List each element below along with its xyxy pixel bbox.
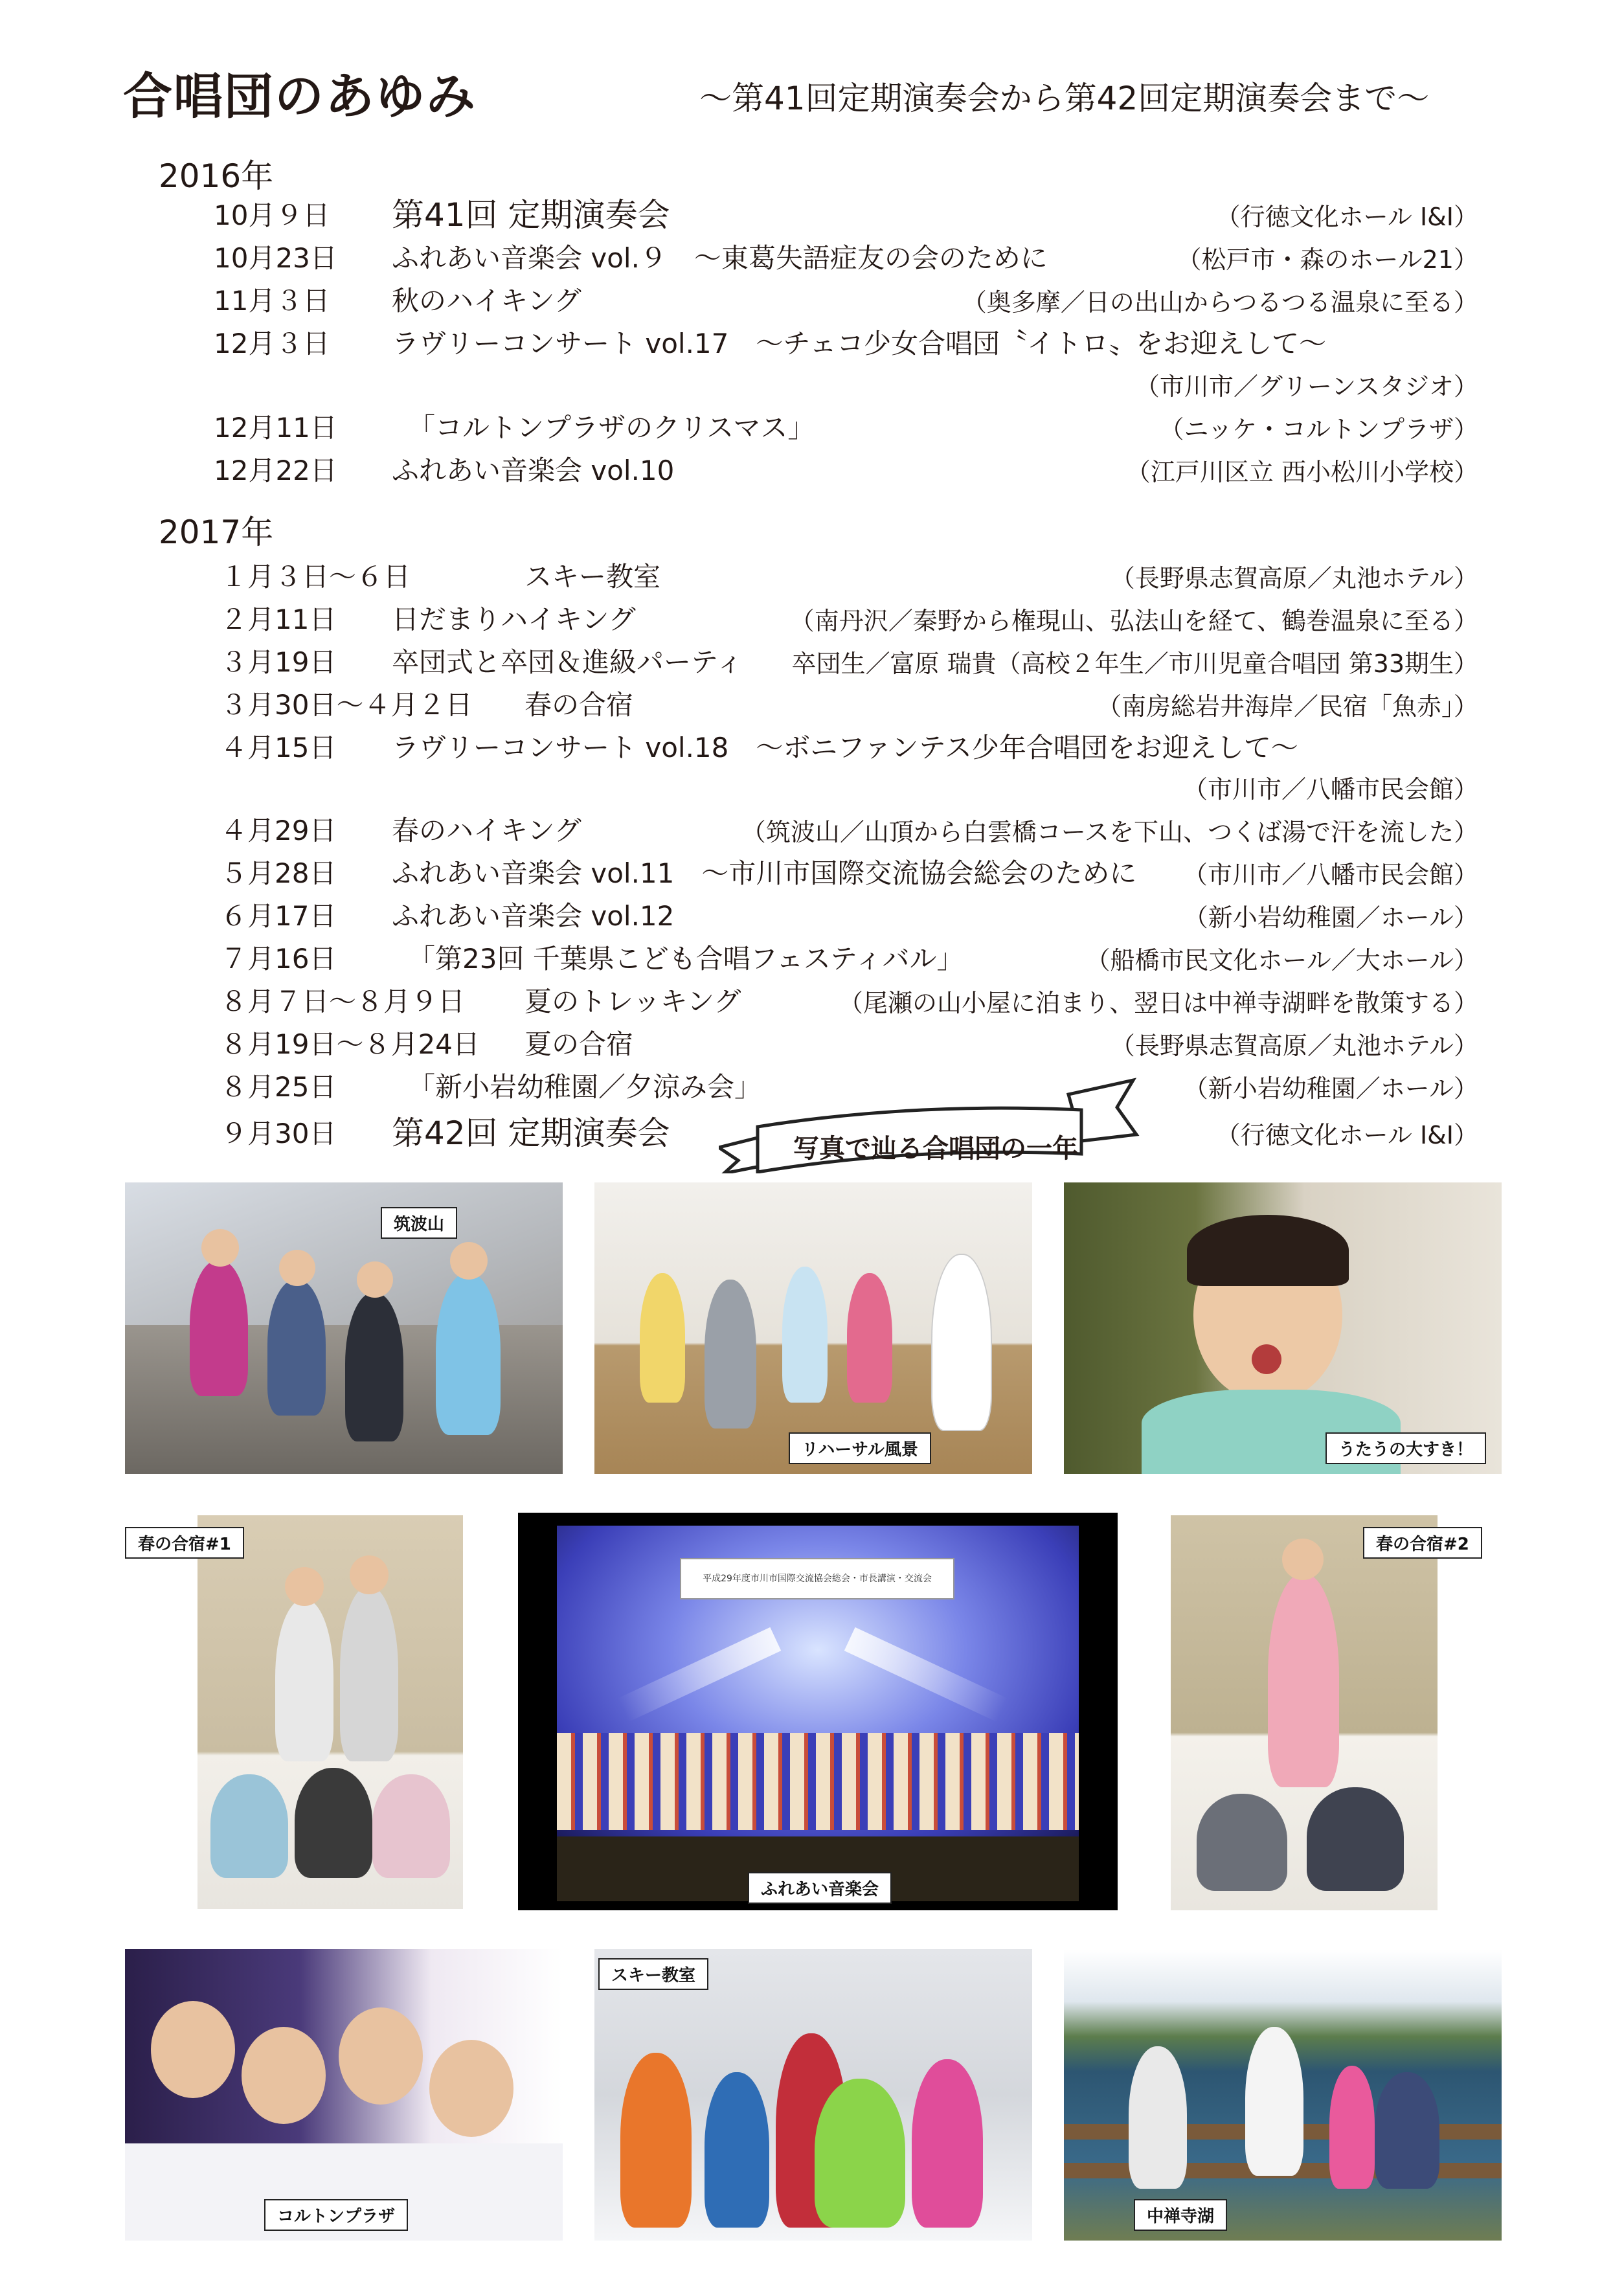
timeline-row [0,322,1624,361]
photo-concert-stage [518,1513,1118,1910]
timeline-row [0,598,1624,637]
photo-caption: 筑波山 [381,1207,457,1239]
photo-caption: 春の合宿#2 [1363,1527,1482,1559]
timeline-row-continuation [0,767,1624,803]
event-date: 12月22日 [214,455,337,486]
photo-caption: ふれあい音楽会 [748,1872,892,1904]
timeline-row [0,1023,1624,1062]
photo-caption: 中禅寺湖 [1134,2199,1227,2231]
event-title: スキー教室 [524,561,661,593]
timeline-row [0,194,1624,233]
event-venue: （行徳文化ホール I&I） [1215,203,1478,231]
event-venue: （長野県志賀高原／丸池ホテル） [1110,1032,1478,1060]
page-title: 合唱団のあゆみ [123,67,477,125]
event-date: ４月29日 [220,815,337,846]
event-title: ラヴリーコンサート vol.18 ～ボニファンテス少年合唱団をお迎えして～ [392,732,1298,763]
event-title: ふれあい音楽会 vol.12 [392,900,675,932]
event-venue: （江戸川区立 西小松川小学校） [1125,458,1478,486]
event-venue: （長野県志賀高原／丸池ホテル） [1110,564,1478,593]
event-date: ８月７日～８月９日 [220,986,466,1017]
event-title: 夏の合宿 [524,1028,634,1060]
event-title: 卒団式と卒団＆進級パーティ [392,646,743,678]
photo-spring-camp-2 [1171,1515,1438,1910]
photo-tsukuba [125,1182,563,1474]
timeline-row [0,852,1624,891]
event-title: 春のハイキング [392,815,581,846]
timeline-row [0,449,1624,488]
event-venue: （尾瀬の山小屋に泊まり、翌日は中禅寺湖畔を散策する） [838,989,1478,1017]
event-title: 第41回 定期演奏会 [392,196,670,234]
event-date: ８月25日 [220,1071,337,1103]
year-heading: 2016年 [159,157,274,195]
event-date: ７月16日 [220,943,337,975]
event-title: ふれあい音楽会 vol.11 ～市川市国際交流協会総会のために [392,857,1137,889]
photo-caption: リハーサル風景 [789,1432,931,1464]
event-date: 11月３日 [214,285,330,317]
photo-lake-chuzenji [1064,1949,1502,2241]
photo-caption: 春の合宿#1 [125,1527,244,1559]
event-venue: （筑波山／山頂から白雲橋コースを下山、つくば湯で汗を流した） [741,818,1478,846]
banner-text: 写真で辿る合唱団の一年 [793,1134,1078,1164]
event-date: ９月30日 [220,1118,337,1149]
event-venue: （新小岩幼稚園／ホール） [1183,903,1478,932]
event-venue: （市川市／八幡市民会館） [1182,775,1478,804]
timeline-row [0,237,1624,276]
timeline-row [0,641,1624,680]
event-title: 「コルトンプラザのクリスマス」 [408,412,815,444]
event-date: ３月30日～４月２日 [220,689,473,721]
photo-caption-wrap [1363,1527,1531,1555]
timeline-row [0,809,1624,848]
photo-caption: スキー教室 [598,1958,708,1990]
event-title: 日だまりハイキング [392,604,636,635]
timeline-row [0,727,1624,765]
event-date: ４月15日 [220,732,337,763]
event-venue: （南丹沢／秦野から権現山、弘法山を経て、鶴巻温泉に至る） [789,607,1478,635]
stage-sign: 平成29年度市川市国際交流協会総会・市長講演・交流会 [680,1558,954,1599]
event-date: ３月19日 [220,646,337,678]
event-date: ５月28日 [220,857,337,889]
event-venue: （市川市／グリーンスタジオ） [1134,372,1478,401]
event-venue: （奥多摩／日の出山からつるつる温泉に至る） [962,288,1478,317]
timeline-row [0,280,1624,319]
event-venue: （松戸市・森のホール21） [1177,245,1478,274]
timeline-row [0,407,1624,446]
event-date: １月３日～６日 [220,561,411,593]
event-title: 「第23回 千葉県こども合唱フェスティバル」 [408,943,964,975]
photo-caption: うたうの大すき！ [1325,1432,1486,1464]
event-title: 秋のハイキング [392,285,581,317]
event-venue: （ニッケ・コルトンプラザ） [1159,415,1478,444]
event-title: 春の合宿 [524,689,634,721]
event-title: ラヴリーコンサート vol.17 ～チェコ少女合唱団〝イトロ〟をお迎えして～ [392,328,1327,359]
photo-caption: コルトンプラザ [264,2199,408,2231]
timeline-row [0,556,1624,594]
event-date: 10月９日 [214,199,330,231]
timeline-row [0,938,1624,977]
event-date: ２月11日 [220,604,337,635]
event-venue: 卒団生／富原 瑞貴（高校２年生／市川児童合唱団 第33期生） [791,649,1478,678]
event-date: ６月17日 [220,900,337,932]
page-subtitle: ～第41回定期演奏会から第42回定期演奏会まで～ [699,80,1430,117]
photo-singing-child [1064,1182,1502,1474]
photo-spring-camp-1 [197,1515,463,1909]
event-title: 第42回 定期演奏会 [392,1114,670,1152]
event-venue: （南房総岩井海岸／民宿「魚赤」） [1096,692,1478,721]
event-title: 「新小岩幼稚園／夕涼み会」 [408,1071,762,1103]
event-venue: （市川市／八幡市民会館） [1182,861,1478,889]
event-date: 12月３日 [214,328,330,359]
event-venue: （新小岩幼稚園／ホール） [1183,1074,1478,1103]
event-date: 10月23日 [214,242,337,274]
photo-colton-plaza [125,1949,563,2241]
year-heading: 2017年 [159,514,274,551]
event-title: ふれあい音楽会 vol.10 [392,455,675,486]
event-date: ８月19日～８月24日 [220,1028,480,1060]
event-date: 12月11日 [214,412,337,444]
event-title: ふれあい音楽会 vol.９ ～東葛失語症友の会のために [392,242,1048,274]
event-venue: （船橋市民文化ホール／大ホール） [1085,946,1478,975]
photo-rehearsal [594,1182,1032,1474]
timeline-row-continuation [0,364,1624,400]
photo-caption-wrap [125,1527,293,1555]
timeline-row [0,895,1624,934]
photo-ski-school [594,1949,1032,2241]
timeline-row [0,684,1624,723]
event-title: 夏のトレッキング [524,986,741,1017]
event-venue: （行徳文化ホール I&I） [1215,1121,1478,1149]
timeline-row [0,980,1624,1019]
